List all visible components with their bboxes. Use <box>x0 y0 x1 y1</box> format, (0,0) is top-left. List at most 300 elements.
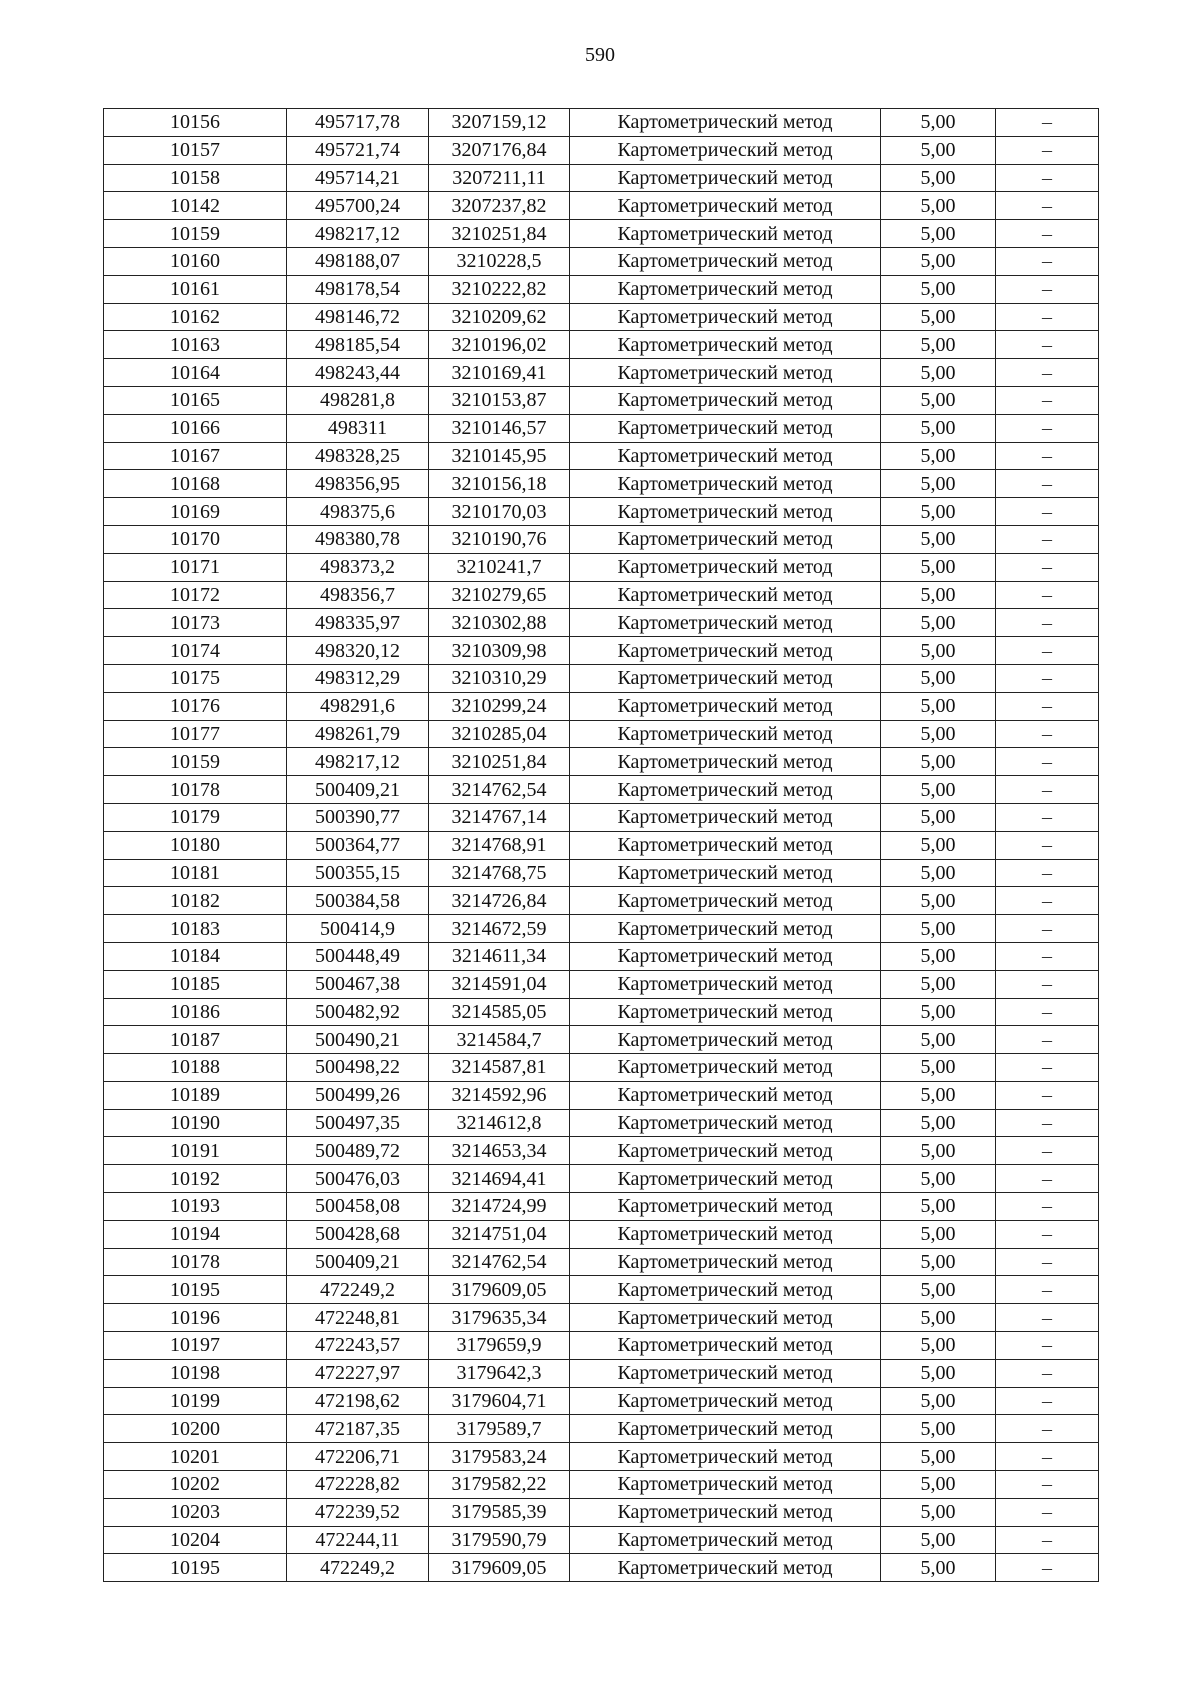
y-coordinate-cell: 3210222,82 <box>429 275 570 303</box>
y-coordinate-cell: 3210309,98 <box>429 637 570 665</box>
method-cell: Картометрический метод <box>570 998 881 1026</box>
note-cell: – <box>996 1081 1099 1109</box>
y-coordinate-cell: 3210209,62 <box>429 303 570 331</box>
x-coordinate-cell: 472206,71 <box>287 1443 429 1471</box>
table-row <box>104 942 1099 970</box>
note-cell: – <box>996 887 1099 915</box>
y-coordinate-cell: 3179635,34 <box>429 1304 570 1332</box>
accuracy-cell: 5,00 <box>881 414 996 442</box>
y-coordinate-cell: 3214762,54 <box>429 1248 570 1276</box>
point-number-cell: 10189 <box>104 1081 287 1109</box>
y-coordinate-cell: 3207211,11 <box>429 164 570 192</box>
x-coordinate-cell: 500499,26 <box>287 1081 429 1109</box>
note-cell: – <box>996 1471 1099 1499</box>
point-number-cell: 10192 <box>104 1165 287 1193</box>
method-cell: Картометрический метод <box>570 442 881 470</box>
point-number-cell: 10165 <box>104 386 287 414</box>
accuracy-cell: 5,00 <box>881 386 996 414</box>
x-coordinate-cell: 500458,08 <box>287 1193 429 1221</box>
y-coordinate-cell: 3210302,88 <box>429 609 570 637</box>
x-coordinate-cell: 500364,77 <box>287 831 429 859</box>
y-coordinate-cell: 3179582,22 <box>429 1471 570 1499</box>
accuracy-cell: 5,00 <box>881 1081 996 1109</box>
method-cell: Картометрический метод <box>570 1554 881 1582</box>
accuracy-cell: 5,00 <box>881 776 996 804</box>
note-cell: – <box>996 970 1099 998</box>
point-number-cell: 10167 <box>104 442 287 470</box>
point-number-cell: 10170 <box>104 525 287 553</box>
method-cell: Картометрический метод <box>570 1526 881 1554</box>
method-cell: Картометрический метод <box>570 887 881 915</box>
note-cell: – <box>996 1054 1099 1082</box>
x-coordinate-cell: 500428,68 <box>287 1220 429 1248</box>
accuracy-cell: 5,00 <box>881 581 996 609</box>
point-number-cell: 10142 <box>104 192 287 220</box>
y-coordinate-cell: 3214768,75 <box>429 859 570 887</box>
y-coordinate-cell: 3207176,84 <box>429 136 570 164</box>
x-coordinate-cell: 498311 <box>287 414 429 442</box>
x-coordinate-cell: 495700,24 <box>287 192 429 220</box>
y-coordinate-cell: 3179583,24 <box>429 1443 570 1471</box>
point-number-cell: 10183 <box>104 915 287 943</box>
table-row <box>104 1026 1099 1054</box>
point-number-cell: 10161 <box>104 275 287 303</box>
accuracy-cell: 5,00 <box>881 1109 996 1137</box>
x-coordinate-cell: 500414,9 <box>287 915 429 943</box>
x-coordinate-cell: 495717,78 <box>287 109 429 137</box>
point-number-cell: 10177 <box>104 720 287 748</box>
point-number-cell: 10185 <box>104 970 287 998</box>
table-row <box>104 303 1099 331</box>
point-number-cell: 10171 <box>104 553 287 581</box>
point-number-cell: 10158 <box>104 164 287 192</box>
table-row <box>104 442 1099 470</box>
table-row <box>104 470 1099 498</box>
y-coordinate-cell: 3214751,04 <box>429 1220 570 1248</box>
note-cell: – <box>996 1526 1099 1554</box>
note-cell: – <box>996 470 1099 498</box>
point-number-cell: 10168 <box>104 470 287 498</box>
accuracy-cell: 5,00 <box>881 720 996 748</box>
note-cell: – <box>996 359 1099 387</box>
table-row <box>104 581 1099 609</box>
x-coordinate-cell: 498320,12 <box>287 637 429 665</box>
x-coordinate-cell: 472228,82 <box>287 1471 429 1499</box>
method-cell: Картометрический метод <box>570 664 881 692</box>
accuracy-cell: 5,00 <box>881 553 996 581</box>
note-cell: – <box>996 303 1099 331</box>
point-number-cell: 10195 <box>104 1554 287 1582</box>
table-row <box>104 1304 1099 1332</box>
table-row <box>104 803 1099 831</box>
accuracy-cell: 5,00 <box>881 831 996 859</box>
method-cell: Картометрический метод <box>570 331 881 359</box>
method-cell: Картометрический метод <box>570 164 881 192</box>
accuracy-cell: 5,00 <box>881 1526 996 1554</box>
x-coordinate-cell: 495721,74 <box>287 136 429 164</box>
point-number-cell: 10166 <box>104 414 287 442</box>
method-cell: Картометрический метод <box>570 609 881 637</box>
x-coordinate-cell: 472249,2 <box>287 1554 429 1582</box>
accuracy-cell: 5,00 <box>881 1359 996 1387</box>
point-number-cell: 10201 <box>104 1443 287 1471</box>
note-cell: – <box>996 1332 1099 1360</box>
method-cell: Картометрический метод <box>570 1415 881 1443</box>
accuracy-cell: 5,00 <box>881 1137 996 1165</box>
method-cell: Картометрический метод <box>570 1081 881 1109</box>
x-coordinate-cell: 498243,44 <box>287 359 429 387</box>
x-coordinate-cell: 498217,12 <box>287 220 429 248</box>
point-number-cell: 10195 <box>104 1276 287 1304</box>
note-cell: – <box>996 776 1099 804</box>
accuracy-cell: 5,00 <box>881 220 996 248</box>
point-number-cell: 10197 <box>104 1332 287 1360</box>
method-cell: Картометрический метод <box>570 1054 881 1082</box>
y-coordinate-cell: 3179609,05 <box>429 1554 570 1582</box>
method-cell: Картометрический метод <box>570 637 881 665</box>
x-coordinate-cell: 500476,03 <box>287 1165 429 1193</box>
note-cell: – <box>996 664 1099 692</box>
accuracy-cell: 5,00 <box>881 470 996 498</box>
y-coordinate-cell: 3214587,81 <box>429 1054 570 1082</box>
note-cell: – <box>996 720 1099 748</box>
note-cell: – <box>996 1165 1099 1193</box>
accuracy-cell: 5,00 <box>881 1193 996 1221</box>
note-cell: – <box>996 1026 1099 1054</box>
accuracy-cell: 5,00 <box>881 664 996 692</box>
x-coordinate-cell: 500498,22 <box>287 1054 429 1082</box>
table-row <box>104 220 1099 248</box>
table-row <box>104 525 1099 553</box>
method-cell: Картометрический метод <box>570 1276 881 1304</box>
accuracy-cell: 5,00 <box>881 1248 996 1276</box>
x-coordinate-cell: 472248,81 <box>287 1304 429 1332</box>
x-coordinate-cell: 495714,21 <box>287 164 429 192</box>
point-number-cell: 10175 <box>104 664 287 692</box>
note-cell: – <box>996 275 1099 303</box>
note-cell: – <box>996 414 1099 442</box>
y-coordinate-cell: 3210285,04 <box>429 720 570 748</box>
x-coordinate-cell: 498217,12 <box>287 748 429 776</box>
table-row <box>104 609 1099 637</box>
note-cell: – <box>996 1137 1099 1165</box>
method-cell: Картометрический метод <box>570 1137 881 1165</box>
note-cell: – <box>996 247 1099 275</box>
table-row <box>104 1220 1099 1248</box>
y-coordinate-cell: 3210251,84 <box>429 748 570 776</box>
y-coordinate-cell: 3214585,05 <box>429 998 570 1026</box>
y-coordinate-cell: 3210153,87 <box>429 386 570 414</box>
y-coordinate-cell: 3210169,41 <box>429 359 570 387</box>
x-coordinate-cell: 498291,6 <box>287 692 429 720</box>
method-cell: Картометрический метод <box>570 498 881 526</box>
point-number-cell: 10196 <box>104 1304 287 1332</box>
point-number-cell: 10188 <box>104 1054 287 1082</box>
y-coordinate-cell: 3179589,7 <box>429 1415 570 1443</box>
method-cell: Картометрический метод <box>570 1165 881 1193</box>
accuracy-cell: 5,00 <box>881 609 996 637</box>
table-row <box>104 498 1099 526</box>
x-coordinate-cell: 500467,38 <box>287 970 429 998</box>
point-number-cell: 10160 <box>104 247 287 275</box>
y-coordinate-cell: 3214653,34 <box>429 1137 570 1165</box>
note-cell: – <box>996 553 1099 581</box>
point-number-cell: 10190 <box>104 1109 287 1137</box>
method-cell: Картометрический метод <box>570 1220 881 1248</box>
accuracy-cell: 5,00 <box>881 692 996 720</box>
accuracy-cell: 5,00 <box>881 1304 996 1332</box>
y-coordinate-cell: 3210170,03 <box>429 498 570 526</box>
x-coordinate-cell: 500390,77 <box>287 803 429 831</box>
method-cell: Картометрический метод <box>570 942 881 970</box>
y-coordinate-cell: 3214672,59 <box>429 915 570 943</box>
point-number-cell: 10159 <box>104 220 287 248</box>
y-coordinate-cell: 3214762,54 <box>429 776 570 804</box>
table-row <box>104 553 1099 581</box>
accuracy-cell: 5,00 <box>881 1554 996 1582</box>
note-cell: – <box>996 220 1099 248</box>
accuracy-cell: 5,00 <box>881 331 996 359</box>
table-row <box>104 1193 1099 1221</box>
x-coordinate-cell: 498188,07 <box>287 247 429 275</box>
accuracy-cell: 5,00 <box>881 859 996 887</box>
note-cell: – <box>996 1443 1099 1471</box>
note-cell: – <box>996 1193 1099 1221</box>
table-row <box>104 1498 1099 1526</box>
point-number-cell: 10172 <box>104 581 287 609</box>
x-coordinate-cell: 500409,21 <box>287 776 429 804</box>
note-cell: – <box>996 859 1099 887</box>
note-cell: – <box>996 331 1099 359</box>
accuracy-cell: 5,00 <box>881 748 996 776</box>
accuracy-cell: 5,00 <box>881 1165 996 1193</box>
y-coordinate-cell: 3207159,12 <box>429 109 570 137</box>
y-coordinate-cell: 3210146,57 <box>429 414 570 442</box>
accuracy-cell: 5,00 <box>881 942 996 970</box>
accuracy-cell: 5,00 <box>881 803 996 831</box>
point-number-cell: 10187 <box>104 1026 287 1054</box>
table-row <box>104 1443 1099 1471</box>
table-row <box>104 136 1099 164</box>
method-cell: Картометрический метод <box>570 720 881 748</box>
table-row <box>104 275 1099 303</box>
table-row <box>104 331 1099 359</box>
method-cell: Картометрический метод <box>570 859 881 887</box>
point-number-cell: 10156 <box>104 109 287 137</box>
accuracy-cell: 5,00 <box>881 1443 996 1471</box>
method-cell: Картометрический метод <box>570 748 881 776</box>
note-cell: – <box>996 1387 1099 1415</box>
table-row <box>104 386 1099 414</box>
table-row <box>104 192 1099 220</box>
x-coordinate-cell: 500384,58 <box>287 887 429 915</box>
point-number-cell: 10191 <box>104 1137 287 1165</box>
accuracy-cell: 5,00 <box>881 525 996 553</box>
point-number-cell: 10198 <box>104 1359 287 1387</box>
x-coordinate-cell: 500355,15 <box>287 859 429 887</box>
point-number-cell: 10202 <box>104 1471 287 1499</box>
table-row <box>104 915 1099 943</box>
y-coordinate-cell: 3210145,95 <box>429 442 570 470</box>
method-cell: Картометрический метод <box>570 581 881 609</box>
x-coordinate-cell: 472244,11 <box>287 1526 429 1554</box>
x-coordinate-cell: 500409,21 <box>287 1248 429 1276</box>
table-row <box>104 359 1099 387</box>
note-cell: – <box>996 1415 1099 1443</box>
point-number-cell: 10169 <box>104 498 287 526</box>
y-coordinate-cell: 3179585,39 <box>429 1498 570 1526</box>
accuracy-cell: 5,00 <box>881 1471 996 1499</box>
accuracy-cell: 5,00 <box>881 498 996 526</box>
method-cell: Картометрический метод <box>570 1026 881 1054</box>
method-cell: Картометрический метод <box>570 1304 881 1332</box>
point-number-cell: 10180 <box>104 831 287 859</box>
method-cell: Картометрический метод <box>570 303 881 331</box>
table-row <box>104 998 1099 1026</box>
note-cell: – <box>996 164 1099 192</box>
note-cell: – <box>996 498 1099 526</box>
accuracy-cell: 5,00 <box>881 303 996 331</box>
method-cell: Картометрический метод <box>570 1359 881 1387</box>
y-coordinate-cell: 3210310,29 <box>429 664 570 692</box>
y-coordinate-cell: 3210196,02 <box>429 331 570 359</box>
y-coordinate-cell: 3179659,9 <box>429 1332 570 1360</box>
method-cell: Картометрический метод <box>570 136 881 164</box>
accuracy-cell: 5,00 <box>881 1026 996 1054</box>
point-number-cell: 10193 <box>104 1193 287 1221</box>
table-row <box>104 164 1099 192</box>
table-row <box>104 1554 1099 1582</box>
x-coordinate-cell: 500448,49 <box>287 942 429 970</box>
y-coordinate-cell: 3214767,14 <box>429 803 570 831</box>
table-row <box>104 1276 1099 1304</box>
x-coordinate-cell: 498281,8 <box>287 386 429 414</box>
y-coordinate-cell: 3179604,71 <box>429 1387 570 1415</box>
point-number-cell: 10203 <box>104 1498 287 1526</box>
point-number-cell: 10163 <box>104 331 287 359</box>
table-row <box>104 970 1099 998</box>
y-coordinate-cell: 3210251,84 <box>429 220 570 248</box>
accuracy-cell: 5,00 <box>881 637 996 665</box>
x-coordinate-cell: 472187,35 <box>287 1415 429 1443</box>
method-cell: Картометрический метод <box>570 1387 881 1415</box>
point-number-cell: 10186 <box>104 998 287 1026</box>
y-coordinate-cell: 3214592,96 <box>429 1081 570 1109</box>
accuracy-cell: 5,00 <box>881 887 996 915</box>
x-coordinate-cell: 498356,95 <box>287 470 429 498</box>
method-cell: Картометрический метод <box>570 1443 881 1471</box>
x-coordinate-cell: 498328,25 <box>287 442 429 470</box>
method-cell: Картометрический метод <box>570 831 881 859</box>
x-coordinate-cell: 498178,54 <box>287 275 429 303</box>
method-cell: Картометрический метод <box>570 525 881 553</box>
point-number-cell: 10173 <box>104 609 287 637</box>
point-number-cell: 10162 <box>104 303 287 331</box>
table-row <box>104 748 1099 776</box>
y-coordinate-cell: 3210279,65 <box>429 581 570 609</box>
x-coordinate-cell: 472249,2 <box>287 1276 429 1304</box>
method-cell: Картометрический метод <box>570 803 881 831</box>
method-cell: Картометрический метод <box>570 359 881 387</box>
table-row <box>104 1359 1099 1387</box>
method-cell: Картометрический метод <box>570 414 881 442</box>
y-coordinate-cell: 3214591,04 <box>429 970 570 998</box>
x-coordinate-cell: 498380,78 <box>287 525 429 553</box>
note-cell: – <box>996 1220 1099 1248</box>
accuracy-cell: 5,00 <box>881 359 996 387</box>
table-row <box>104 109 1099 137</box>
method-cell: Картометрический метод <box>570 915 881 943</box>
method-cell: Картометрический метод <box>570 1248 881 1276</box>
point-number-cell: 10184 <box>104 942 287 970</box>
x-coordinate-cell: 498185,54 <box>287 331 429 359</box>
table-row <box>104 637 1099 665</box>
note-cell: – <box>996 609 1099 637</box>
method-cell: Картометрический метод <box>570 1109 881 1137</box>
note-cell: – <box>996 998 1099 1026</box>
table-row <box>104 776 1099 804</box>
y-coordinate-cell: 3214768,91 <box>429 831 570 859</box>
accuracy-cell: 5,00 <box>881 247 996 275</box>
note-cell: – <box>996 192 1099 220</box>
method-cell: Картометрический метод <box>570 386 881 414</box>
x-coordinate-cell: 498335,97 <box>287 609 429 637</box>
method-cell: Картометрический метод <box>570 220 881 248</box>
note-cell: – <box>996 1554 1099 1582</box>
method-cell: Картометрический метод <box>570 776 881 804</box>
accuracy-cell: 5,00 <box>881 275 996 303</box>
table-row <box>104 1248 1099 1276</box>
table-row <box>104 692 1099 720</box>
note-cell: – <box>996 748 1099 776</box>
method-cell: Картометрический метод <box>570 275 881 303</box>
x-coordinate-cell: 498312,29 <box>287 664 429 692</box>
accuracy-cell: 5,00 <box>881 915 996 943</box>
method-cell: Картометрический метод <box>570 1193 881 1221</box>
table-row <box>104 1165 1099 1193</box>
accuracy-cell: 5,00 <box>881 1276 996 1304</box>
point-number-cell: 10157 <box>104 136 287 164</box>
table-row <box>104 1109 1099 1137</box>
y-coordinate-cell: 3210190,76 <box>429 525 570 553</box>
accuracy-cell: 5,00 <box>881 998 996 1026</box>
note-cell: – <box>996 136 1099 164</box>
table-row <box>104 831 1099 859</box>
note-cell: – <box>996 1359 1099 1387</box>
method-cell: Картометрический метод <box>570 553 881 581</box>
y-coordinate-cell: 3207237,82 <box>429 192 570 220</box>
accuracy-cell: 5,00 <box>881 136 996 164</box>
y-coordinate-cell: 3214726,84 <box>429 887 570 915</box>
x-coordinate-cell: 498261,79 <box>287 720 429 748</box>
note-cell: – <box>996 442 1099 470</box>
accuracy-cell: 5,00 <box>881 1054 996 1082</box>
point-number-cell: 10182 <box>104 887 287 915</box>
accuracy-cell: 5,00 <box>881 109 996 137</box>
method-cell: Картометрический метод <box>570 1498 881 1526</box>
note-cell: – <box>996 109 1099 137</box>
method-cell: Картометрический метод <box>570 692 881 720</box>
accuracy-cell: 5,00 <box>881 1387 996 1415</box>
x-coordinate-cell: 498146,72 <box>287 303 429 331</box>
note-cell: – <box>996 803 1099 831</box>
accuracy-cell: 5,00 <box>881 1498 996 1526</box>
y-coordinate-cell: 3214724,99 <box>429 1193 570 1221</box>
method-cell: Картометрический метод <box>570 470 881 498</box>
y-coordinate-cell: 3179609,05 <box>429 1276 570 1304</box>
point-number-cell: 10181 <box>104 859 287 887</box>
note-cell: – <box>996 386 1099 414</box>
